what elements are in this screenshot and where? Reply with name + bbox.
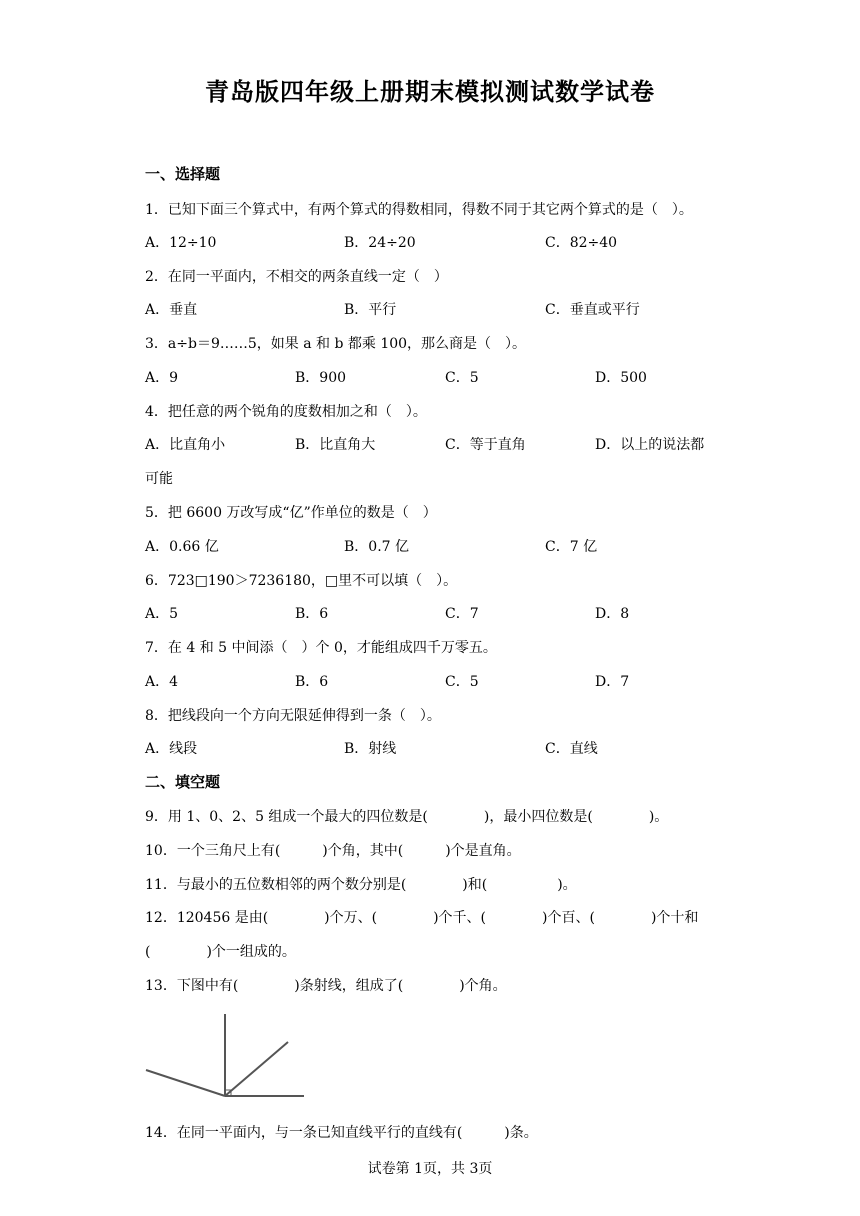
q3-option-b: B．900	[295, 370, 347, 386]
ray-diagonal	[225, 1042, 288, 1096]
section-heading-choice: 一、选择题	[145, 165, 221, 183]
page-footer: 试卷第 1页，共 3页	[367, 1161, 493, 1177]
question-9: 9．用 1、0、2、5 组成一个最大的四位数是( )，最小四位数是( )。	[145, 809, 669, 825]
question-14: 14．在同一平面内，与一条已知直线平行的直线有( )条。	[145, 1125, 538, 1141]
rays-angle-figure	[140, 1008, 310, 1103]
question-6: 6．723□190＞7236180，□里不可以填（ ）。	[145, 573, 458, 589]
q4-option-d: D．以上的说法都	[595, 437, 705, 453]
q4-option-c: C．等于直角	[445, 437, 526, 453]
page-title: 青岛版四年级上册期末模拟测试数学试卷	[205, 78, 655, 106]
question-7: 7．在 4 和 5 中间添（ ）个 0，才能组成四千万零五。	[145, 640, 497, 656]
question-3: 3．a÷b＝9……5，如果 a 和 b 都乘 100，那么商是（ ）。	[145, 336, 527, 352]
q8-option-b: B．射线	[344, 741, 397, 757]
q7-option-c: C．5	[445, 674, 479, 690]
q5-option-c: C．7 亿	[545, 539, 598, 555]
question-4: 4．把任意的两个锐角的度数相加之和（ ）。	[145, 404, 427, 420]
q8-option-c: C．直线	[545, 741, 598, 757]
q6-option-a: A．5	[145, 606, 179, 622]
question-1: 1．已知下面三个算式中，有两个算式的得数相同，得数不同于其它两个算式的是（ ）。	[145, 202, 693, 218]
q2-option-c: C．垂直或平行	[545, 302, 640, 318]
question-8: 8．把线段向一个方向无限延伸得到一条（ ）。	[145, 708, 441, 724]
q3-option-d: D．500	[595, 370, 647, 386]
question-2: 2．在同一平面内，不相交的两条直线一定（ ）	[145, 269, 448, 285]
question-13: 13．下图中有( )条射线，组成了( )个角。	[145, 978, 507, 994]
q4-option-d-continued: 可能	[145, 471, 173, 487]
section-heading-fill: 二、填空题	[145, 773, 221, 791]
q7-option-d: D．7	[595, 674, 630, 690]
q1-option-a: A．12÷10	[145, 235, 217, 251]
q4-option-a: A．比直角小	[145, 437, 226, 453]
q3-option-c: C．5	[445, 370, 479, 386]
q8-option-a: A．线段	[145, 741, 198, 757]
q5-option-a: A．0.66 亿	[145, 539, 219, 555]
q7-option-a: A．4	[145, 674, 179, 690]
q1-option-b: B．24÷20	[344, 235, 416, 251]
question-12-continued: ( )个一组成的。	[145, 944, 296, 960]
q4-option-b: B．比直角大	[295, 437, 376, 453]
q2-option-b: B．平行	[344, 302, 397, 318]
q3-option-a: A．9	[145, 370, 179, 386]
question-11: 11．与最小的五位数相邻的两个数分别是( )和( )。	[145, 877, 577, 893]
q5-option-b: B．0.7 亿	[344, 539, 410, 555]
question-12: 12．120456 是由( )个万、( )个千、( )个百、( )个十和	[145, 910, 699, 926]
q7-option-b: B．6	[295, 674, 329, 690]
question-5: 5．把 6600 万改写成“亿”作单位的数是（ ）	[145, 505, 437, 521]
q1-option-c: C．82÷40	[545, 235, 618, 251]
q2-option-a: A．垂直	[145, 302, 198, 318]
ray-left	[146, 1070, 225, 1096]
q6-option-b: B．6	[295, 606, 329, 622]
q6-option-d: D．8	[595, 606, 630, 622]
question-10: 10．一个三角尺上有( )个角，其中( )个是直角。	[145, 843, 521, 859]
q6-option-c: C．7	[445, 606, 479, 622]
